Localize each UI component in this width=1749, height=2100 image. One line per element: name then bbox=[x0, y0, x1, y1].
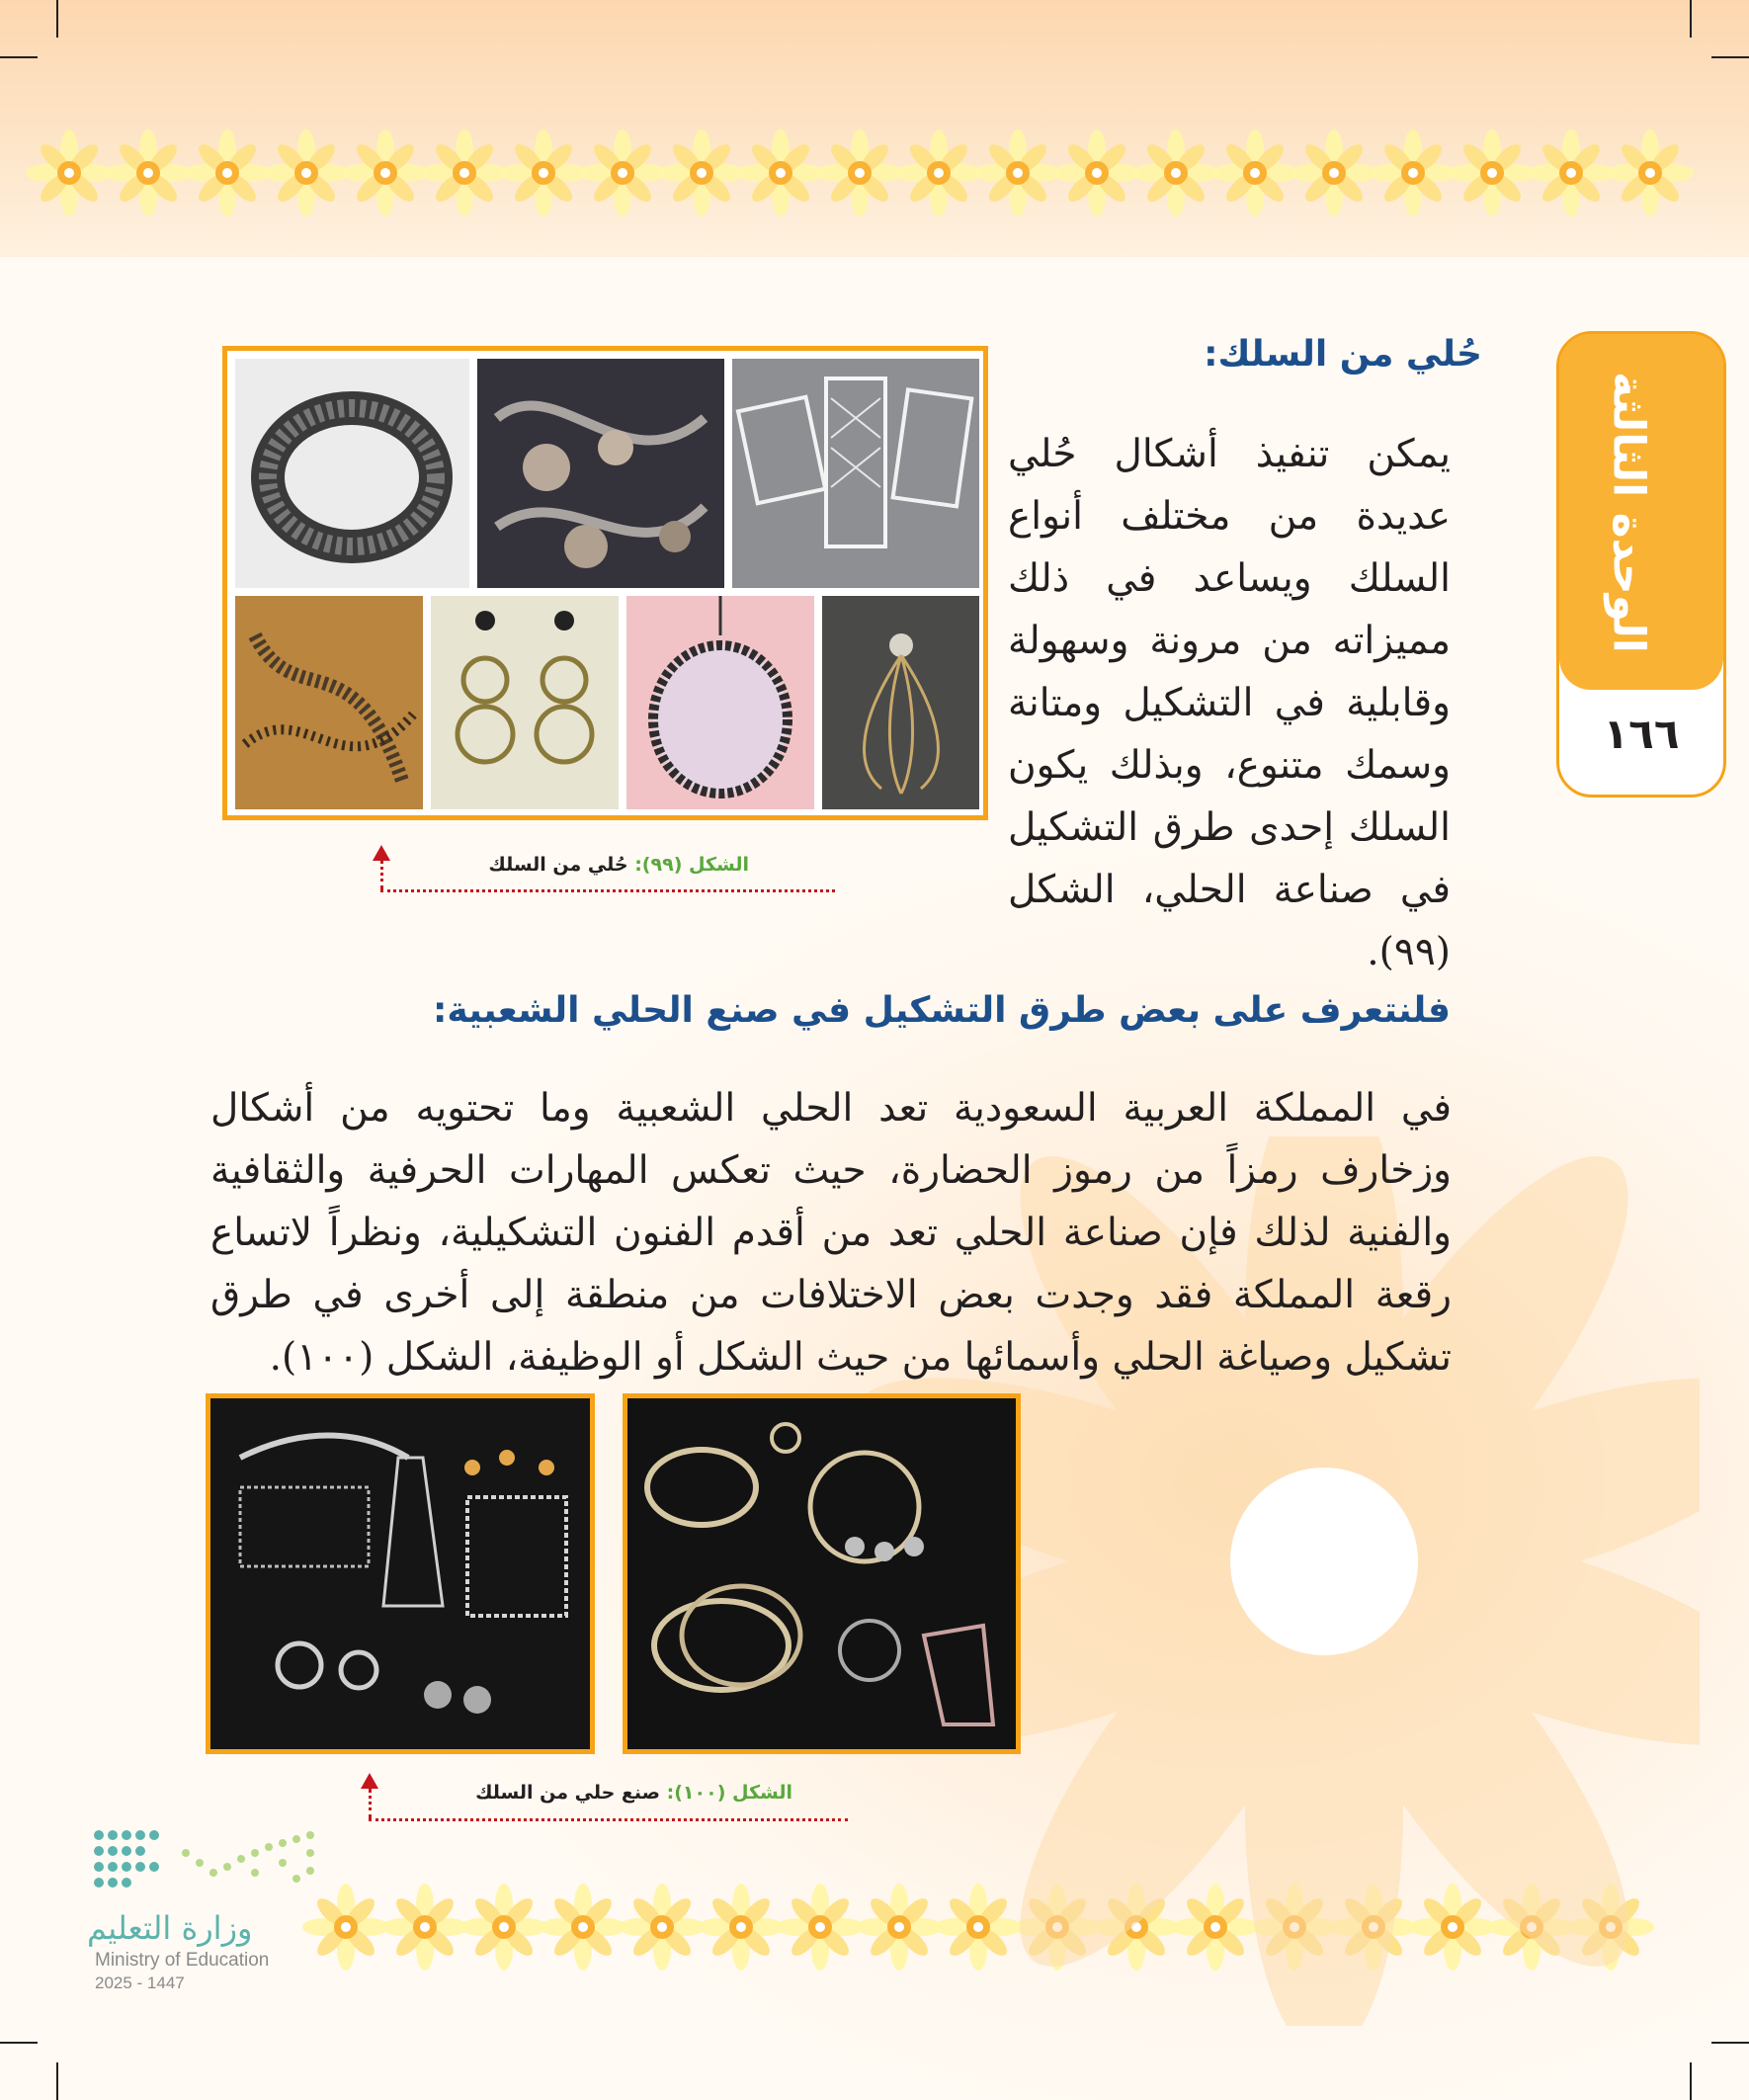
beaded-wire-bracelet-image bbox=[235, 359, 469, 588]
crop-mark bbox=[1711, 2042, 1749, 2044]
unit-title: الوحدة الثالثة bbox=[1603, 371, 1654, 653]
beaded-necklace-image bbox=[235, 596, 423, 809]
top-flower-border bbox=[0, 119, 1749, 227]
bangles-icon bbox=[627, 1398, 1016, 1749]
traditional-silver-jewelry-image bbox=[206, 1393, 595, 1754]
traditional-silver-bangles-image bbox=[623, 1393, 1021, 1754]
caption-dotted-line bbox=[369, 1818, 848, 1821]
bracelet-icon bbox=[235, 359, 469, 588]
figure-100-number: الشكل (١٠٠): bbox=[666, 1782, 792, 1804]
figure-99-caption bbox=[488, 854, 749, 876]
wire-cuff-bracelet-image bbox=[477, 359, 724, 588]
necklace-icon bbox=[235, 596, 423, 809]
crop-mark bbox=[0, 2042, 38, 2044]
silver-jewelry-icon bbox=[210, 1398, 590, 1749]
ministry-name-english: Ministry of Education bbox=[95, 1950, 270, 1971]
unit-tab bbox=[1556, 331, 1726, 798]
ministry-name-arabic: وزارة التعليم bbox=[87, 1909, 253, 1947]
section-heading-wire-jewelry: حُلي من السلك: bbox=[1204, 334, 1482, 375]
wire-pendant-image bbox=[822, 596, 979, 809]
earrings-icon bbox=[431, 596, 619, 809]
crop-mark bbox=[1711, 56, 1749, 58]
wire-figure-icon bbox=[822, 596, 979, 809]
figure-100-title: صنع حلي من السلك bbox=[475, 1782, 660, 1804]
arrow-up-icon bbox=[373, 845, 390, 861]
page-number: ١٦٦ bbox=[1603, 710, 1680, 758]
caption-dotted-marker bbox=[380, 860, 383, 889]
cuff-icon bbox=[477, 359, 724, 588]
section-heading-traditional-jewelry: فلنتعرف على بعض طرق التشكيل في صنع الحلي الشعبية: bbox=[433, 990, 1451, 1031]
crop-mark bbox=[56, 2062, 58, 2100]
section-paragraph-traditional-jewelry: في المملكة العربية السعودية تعد الحلي الشعبية وما تحتويه من أشكال وزخارف رمزاً من رموز الحضارة، حيث تعكس المهارات الحرفية والثقافية والفنية لذلك فإن صناعة الحلي تعد من أقدم الفنون التشكيلية، ونظراً لاتساع رقعة المملكة فقد وجدت بعض الاختلافات من منطقة إلى أخرى في طرق تشكيل وصياغة الحلي وأسمائها من حيث الشكل أو الوظيفة، الشكل (١٠٠). bbox=[210, 1086, 1452, 1380]
caption-dotted-marker bbox=[369, 1789, 372, 1818]
silver-wire-cuffs-image bbox=[732, 359, 979, 588]
crop-mark bbox=[56, 0, 58, 38]
crop-mark bbox=[1690, 0, 1692, 38]
section-paragraph-wire-jewelry: يمكن تنفيذ أشكال حُلي عديدة من مختلف أنواع السلك ويساعد في ذلك مميزاته من مرونة وسهولة وقابلية في التشكيل ومتانة وسمك متنوع، وبذلك يكون السلك إحدى طرق التشكيل في صناعة الحلي، الشكل (٩٩). bbox=[1008, 432, 1451, 974]
spiral-earrings-image bbox=[431, 596, 619, 809]
pink-wire-pendant-image bbox=[626, 596, 814, 809]
unit-tab-header bbox=[1559, 334, 1723, 690]
crop-mark bbox=[0, 56, 38, 58]
ministry-year: 2025 - 1447 bbox=[95, 1974, 185, 1992]
flower-border-icon bbox=[0, 119, 1749, 227]
figure-99-title: حُلي من السلك bbox=[488, 854, 628, 876]
ministry-dots-logo-icon bbox=[87, 1823, 324, 1912]
crop-mark bbox=[1690, 2062, 1692, 2100]
caption-dotted-line bbox=[380, 889, 835, 892]
pendant-icon bbox=[626, 596, 814, 809]
cuffs-icon bbox=[732, 359, 979, 588]
figure-100-caption bbox=[475, 1782, 792, 1804]
arrow-up-icon bbox=[361, 1773, 378, 1789]
figure-99-collage bbox=[222, 346, 988, 820]
ministry-logo bbox=[87, 1823, 324, 2001]
figure-99-number: الشكل (٩٩): bbox=[634, 854, 749, 876]
